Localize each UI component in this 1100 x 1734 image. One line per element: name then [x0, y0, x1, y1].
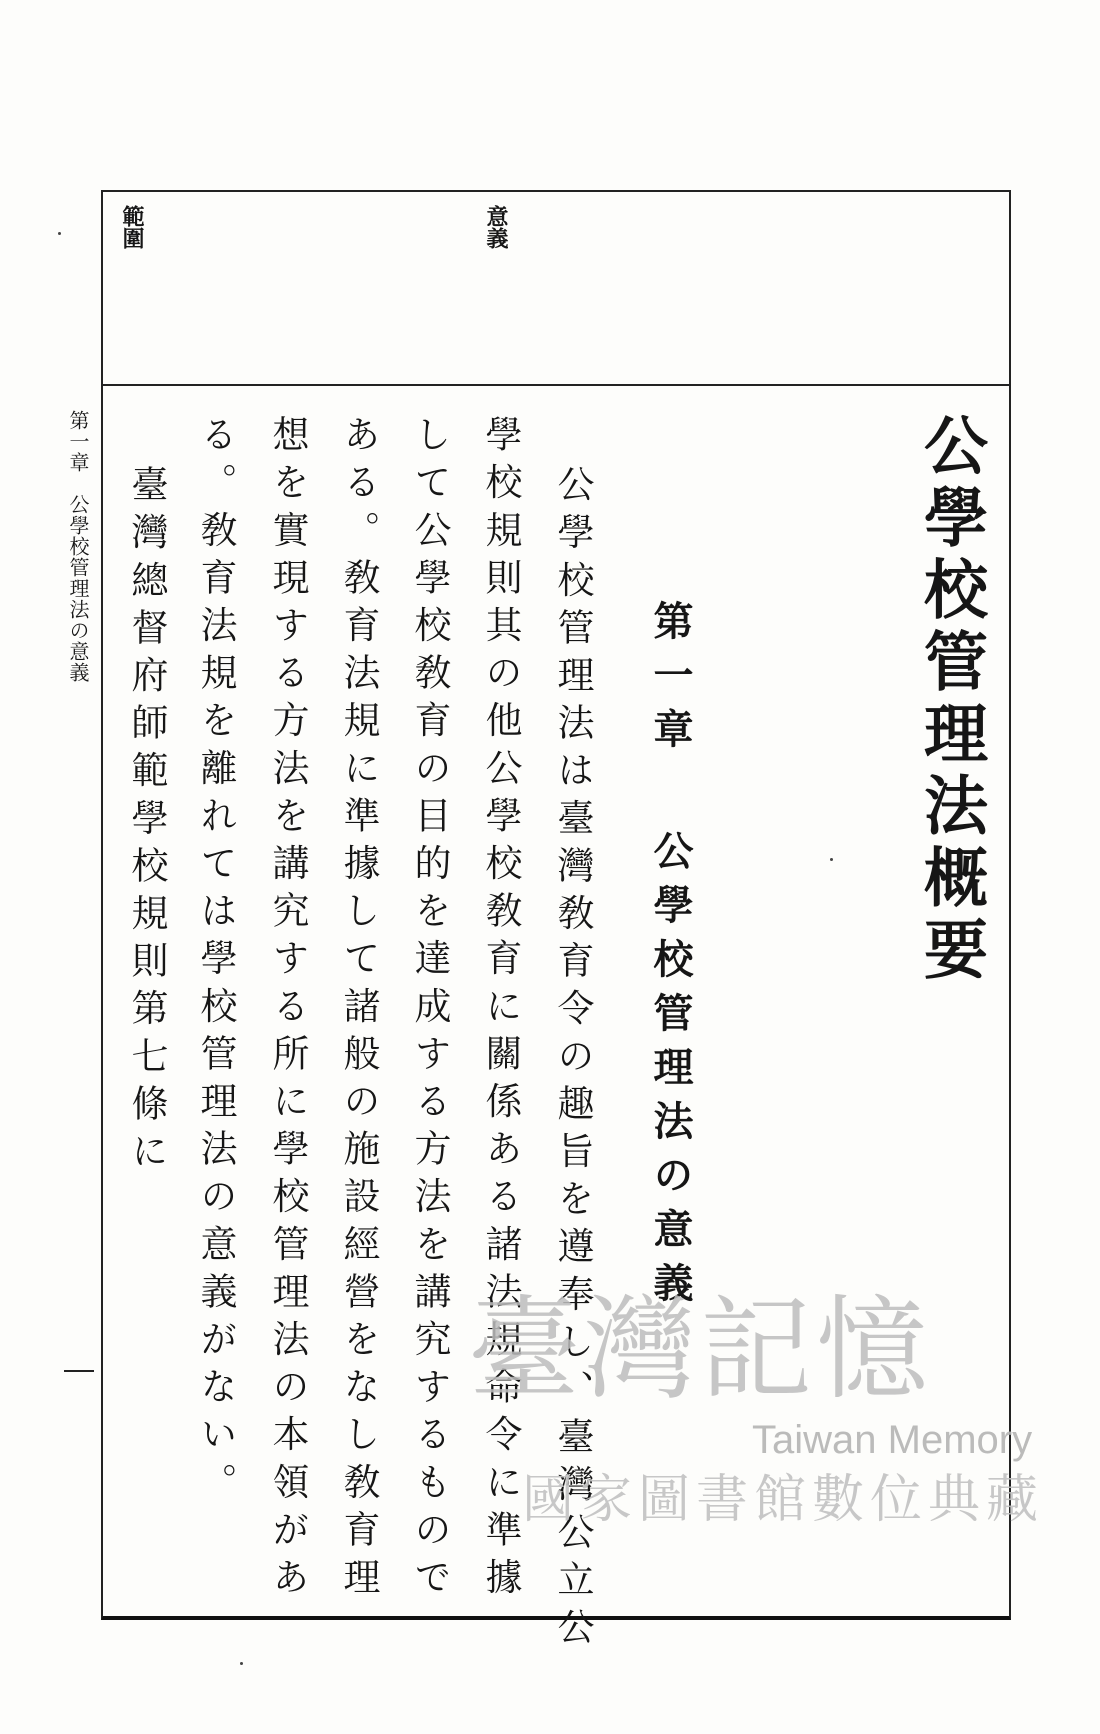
watermark-institution: 國家圖書館數位典藏	[522, 1470, 1045, 1530]
print-speck	[830, 858, 833, 861]
margin-note-scope: 範圍	[119, 205, 145, 249]
body-line-5: 想を實現する方法を講究する所に學校管理法の本領があ	[266, 415, 309, 1605]
body-line-3: して公學校敎育の目的を達成する方法を講究するもので	[408, 415, 451, 1605]
chapter-number: 第一章	[647, 600, 694, 762]
print-speck	[240, 1662, 243, 1665]
body-line-1: 公學校管理法は臺灣敎育令の趣旨を遵奉し、臺灣公立公	[551, 465, 594, 1655]
body-line-4: ある。敎育法規に準據して諸般の施設經營をなし敎育理	[337, 415, 380, 1605]
print-speck	[58, 232, 61, 235]
watermark-english: Taiwan Memory	[752, 1418, 1033, 1462]
book-title: 公學校管理法概要	[913, 412, 988, 988]
margin-note-meaning: 意義	[483, 205, 509, 249]
body-line-2: 學校規則其の他公學校敎育に關係ある諸法規命令に準據	[479, 415, 522, 1605]
chapter-heading: 公學校管理法の意義	[647, 830, 694, 1316]
page-number	[64, 1370, 94, 1372]
watermark-main: 臺灣記憶	[468, 1285, 932, 1415]
body-line-6: る。敎育法規を離れては學校管理法の意義がない。	[194, 415, 237, 1510]
marginal-gloss-divider	[101, 384, 1009, 386]
body-line-7: 臺灣總督府師範學校規則第七條に	[125, 465, 168, 1179]
running-head: 第一章 公學校管理法の意義	[66, 410, 90, 683]
